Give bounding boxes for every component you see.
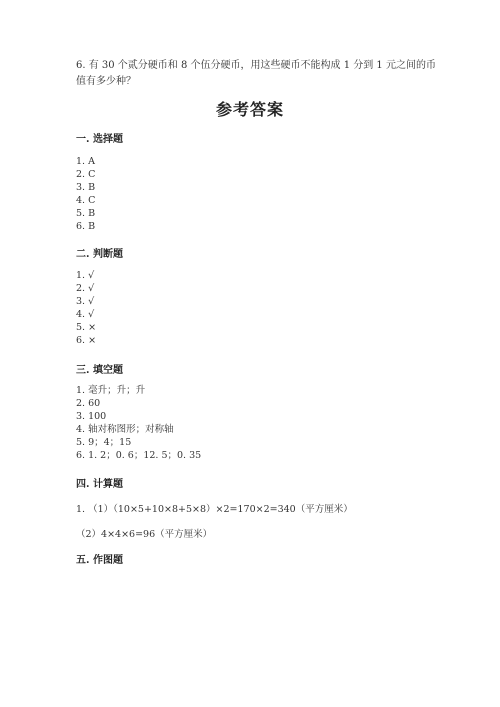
choice-answer: 2. C	[76, 169, 96, 180]
judge-answer-list	[76, 269, 96, 347]
fill-answer: 3. 100	[76, 411, 107, 422]
choice-answer: 1. A	[76, 156, 95, 167]
choice-answer: 3. B	[76, 182, 96, 193]
choice-answer-list	[76, 155, 95, 233]
choice-answer: 4. C	[76, 195, 96, 206]
fill-answer: 4. 轴对称图形；对称轴	[76, 424, 174, 435]
question-line-2: 值有多少种？	[76, 76, 136, 87]
choice-answer: 6. B	[76, 221, 96, 232]
judge-answer: 3. √	[76, 296, 95, 307]
fill-answer: 2. 60	[76, 398, 101, 409]
calc-answer-line-2: （2）4×4×6=96（平方厘米）	[76, 529, 213, 540]
section-heading-fill: 三. 填空题	[76, 365, 123, 376]
fill-answer: 6. 1. 2；0. 6；12. 5；0. 35	[76, 450, 202, 461]
question-6	[76, 58, 436, 90]
judge-answer: 6. ×	[76, 335, 97, 346]
judge-answer: 4. √	[76, 309, 95, 320]
section-heading-calc: 四. 计算题	[76, 479, 123, 490]
answer-title: 参考答案	[215, 100, 284, 119]
fill-answer: 5. 9；4；15	[76, 437, 132, 448]
section-heading-judge: 二. 判断题	[76, 249, 123, 260]
judge-answer: 2. √	[76, 283, 95, 294]
fill-answer-list	[76, 384, 201, 462]
fill-answer: 1. 毫升；升；升	[76, 385, 146, 396]
question-line-1: 6. 有 30 个贰分硬币和 8 个伍分硬币，用这些硬币不能构成 1 分到 1 元之间的币	[76, 60, 436, 71]
choice-answer: 5. B	[76, 208, 96, 219]
calc-answer-line-1: 1. （1）（10×5+10×8+5×8）×2=170×2=340（平方厘米）	[76, 504, 353, 515]
section-heading-draw: 五. 作图题	[76, 555, 123, 566]
section-heading-choice: 一. 选择题	[76, 134, 123, 145]
judge-answer: 1. √	[76, 270, 95, 281]
judge-answer: 5. ×	[76, 322, 97, 333]
